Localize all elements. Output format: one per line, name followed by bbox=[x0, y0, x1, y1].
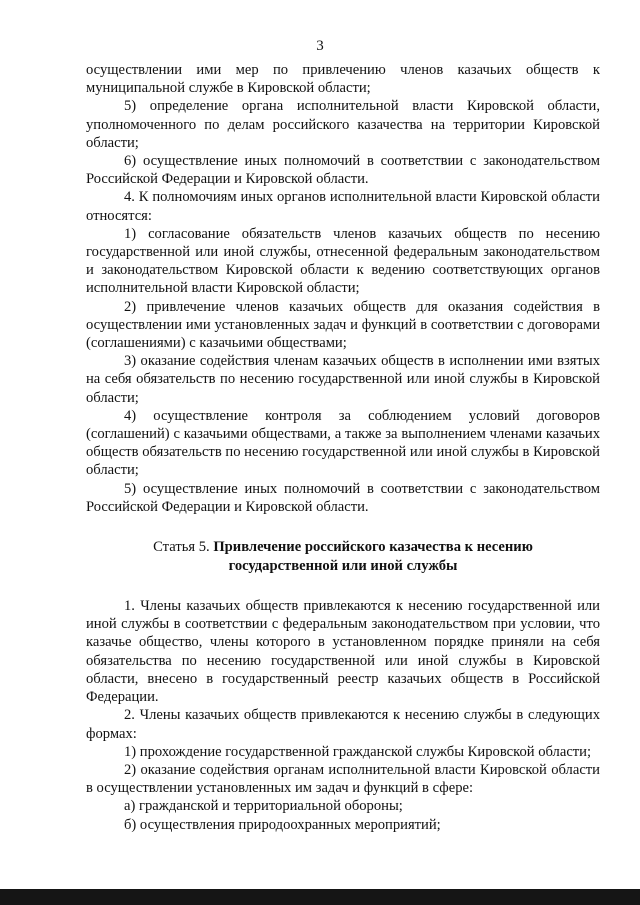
paragraph: а) гражданской и территориальной обороны; bbox=[124, 798, 403, 815]
scan-edge-bar bbox=[0, 889, 640, 905]
article-title-line-1: Привлечение российского казачества к несению bbox=[213, 539, 533, 556]
document-body bbox=[86, 61, 600, 834]
paragraph: 1. Члены казачьих обществ привлекаются к несению государственной или иной службы в соответствии с федеральным законодательством при условии, что казачье общество, члены которого в установленном порядке приняли на себя обязательства по несению государственной или иной службы в Кировской области, внесено в государственный реестр казачьих обществ в Российской Федерации. bbox=[86, 598, 600, 706]
paragraph: 1) прохождение государственной гражданской службы Кировской области; bbox=[124, 743, 592, 760]
paragraph: 4) осуществление контроля за соблюдением условий договоров (соглашений) с казачьими обществами, а также за выполнением членами казачьих обществ обязательств по несению государственной или иной службы в Кировской области; bbox=[86, 407, 600, 479]
paragraph: 2. Члены казачьих обществ привлекаются к несению службы в следующих формах: bbox=[86, 707, 600, 742]
paragraph: б) осуществления природоохранных мероприятий; bbox=[124, 816, 441, 833]
article-title-line-2: государственной или иной службы bbox=[228, 557, 458, 574]
paragraph: 2) оказание содействия органам исполнительной власти Кировской области в осуществлении установленных им задач и функций в сфере: bbox=[86, 761, 600, 797]
article-number: Статья 5. bbox=[153, 539, 214, 556]
paragraph: 3) оказание содействия членам казачьих обществ в исполнении ими взятых на себя обязательств по несению государственной или иной службы в Кировской области; bbox=[86, 353, 600, 406]
paragraph: 5) определение органа исполнительной власти Кировской области, уполномоченного по делам российского казачества на территории Кировской области; bbox=[86, 98, 600, 151]
paragraph: 4. К полномочиям иных органов исполнительной власти Кировской области относятся: bbox=[86, 189, 600, 224]
paragraph: 6) осуществление иных полномочий в соответствии с законодательством Российской Федерации и Кировской области. bbox=[86, 153, 600, 188]
paragraph: 1) согласование обязательств членов казачьих обществ по несению государственной или иной службы, отнесенной федеральным законодательством и законодательством Кировской области к ведению соответствующих органов исполнительной власти Кировской области; bbox=[86, 225, 600, 297]
article-heading bbox=[86, 538, 600, 575]
paragraph: 5) осуществление иных полномочий в соответствии с законодательством Российской Федерации и Кировской области. bbox=[86, 480, 600, 515]
page-number: 3 bbox=[316, 38, 324, 54]
paragraph: 2) привлечение членов казачьих обществ для оказания содействия в осуществлении ими установленных задач и функций в соответствии с договорами (соглашениями) с казачьими обществами; bbox=[86, 298, 600, 352]
paragraph: осуществлении ими мер по привлечению членов казачьих обществ к муниципальной службе в Кировской области; bbox=[86, 62, 600, 97]
